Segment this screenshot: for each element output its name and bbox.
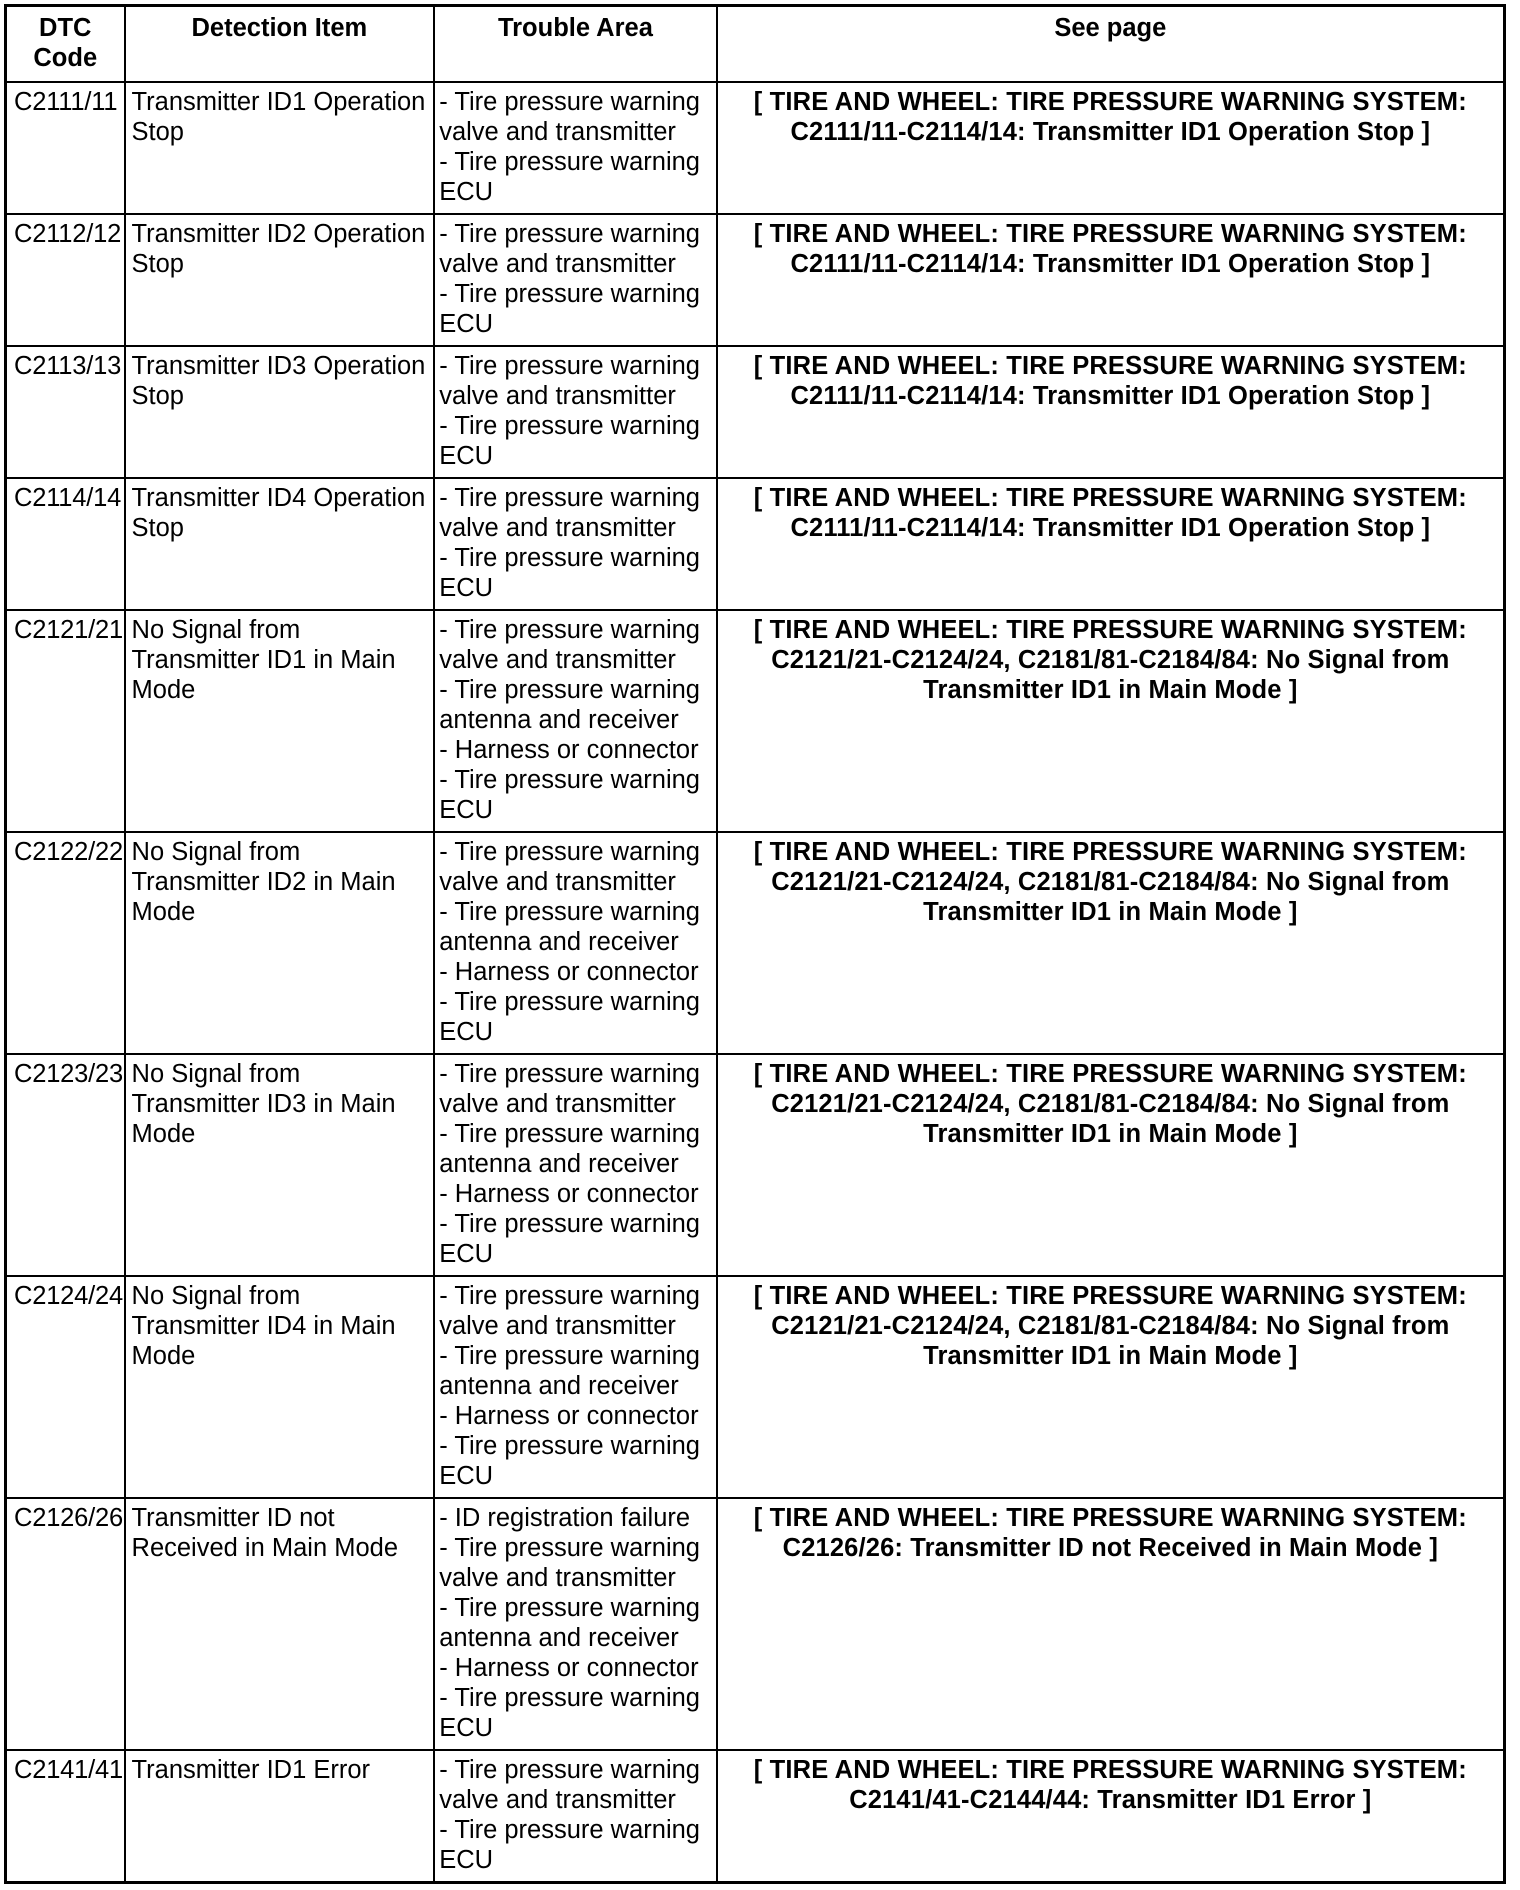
see-page-link[interactable]: [ TIRE AND WHEEL: TIRE PRESSURE WARNING SYSTEM: C2111/11-C2114/14: Transmitter ID1 Operation Stop ] <box>717 346 1505 478</box>
table-row <box>6 1054 1505 1276</box>
trouble-area-line: - Harness or connector <box>439 958 699 986</box>
dtc-code-cell: C2122/22 <box>6 832 125 1054</box>
table-row <box>6 478 1505 610</box>
trouble-area-line: - Tire pressure warning ECU <box>439 544 700 602</box>
trouble-area-line: - Tire pressure warning ECU <box>439 412 700 470</box>
trouble-area-cell <box>434 1750 716 1882</box>
trouble-area-line: - Tire pressure warning valve and transmitter <box>439 484 700 542</box>
trouble-area-line: - Tire pressure warning ECU <box>439 1684 700 1742</box>
dtc-code-cell: C2111/11 <box>6 82 125 214</box>
dtc-table <box>4 4 1506 1884</box>
trouble-area-line: - Tire pressure warning ECU <box>439 1816 700 1874</box>
header-dtc-code-line1: DTC <box>39 14 92 42</box>
trouble-area-cell <box>434 1276 716 1498</box>
dtc-code-cell: C2124/24 <box>6 1276 125 1498</box>
dtc-code-cell: C2141/41 <box>6 1750 125 1882</box>
table-row <box>6 832 1505 1054</box>
table-row <box>6 1750 1505 1882</box>
trouble-area-line: - Tire pressure warning antenna and receiver <box>439 1594 700 1652</box>
trouble-area-line: - Tire pressure warning antenna and receiver <box>439 676 700 734</box>
trouble-area-cell <box>434 832 716 1054</box>
trouble-area-cell <box>434 1498 716 1750</box>
see-page-link[interactable]: [ TIRE AND WHEEL: TIRE PRESSURE WARNING SYSTEM: C2126/26: Transmitter ID not Received in Main Mode ] <box>717 1498 1505 1750</box>
trouble-area-cell <box>434 478 716 610</box>
dtc-code-cell: C2123/23 <box>6 1054 125 1276</box>
trouble-area-line: - Tire pressure warning antenna and receiver <box>439 898 700 956</box>
detection-item-cell: No Signal from Transmitter ID3 in Main Mode <box>125 1054 435 1276</box>
trouble-area-line: - Harness or connector <box>439 736 699 764</box>
detection-item-cell: Transmitter ID1 Operation Stop <box>125 82 435 214</box>
trouble-area-cell <box>434 82 716 214</box>
dtc-code-cell: C2112/12 <box>6 214 125 346</box>
table-row <box>6 214 1505 346</box>
trouble-area-line: - Tire pressure warning antenna and receiver <box>439 1342 700 1400</box>
table-row <box>6 1276 1505 1498</box>
table-row <box>6 346 1505 478</box>
header-dtc-code <box>6 6 125 83</box>
trouble-area-cell <box>434 610 716 832</box>
trouble-area-line: - Harness or connector <box>439 1180 699 1208</box>
detection-item-cell: Transmitter ID2 Operation Stop <box>125 214 435 346</box>
table-row <box>6 610 1505 832</box>
trouble-area-line: - Tire pressure warning ECU <box>439 280 700 338</box>
trouble-area-line: - Tire pressure warning valve and transmitter <box>439 1060 700 1118</box>
detection-item-cell: Transmitter ID4 Operation Stop <box>125 478 435 610</box>
detection-item-cell: No Signal from Transmitter ID4 in Main Mode <box>125 1276 435 1498</box>
see-page-link[interactable]: [ TIRE AND WHEEL: TIRE PRESSURE WARNING SYSTEM: C2121/21-C2124/24, C2181/81-C2184/84: No Signal from Transmitter ID1 in Main Mode ] <box>717 1054 1505 1276</box>
see-page-link[interactable]: [ TIRE AND WHEEL: TIRE PRESSURE WARNING SYSTEM: C2111/11-C2114/14: Transmitter ID1 Operation Stop ] <box>717 478 1505 610</box>
detection-item-cell: No Signal from Transmitter ID2 in Main Mode <box>125 832 435 1054</box>
detection-item-cell: Transmitter ID1 Error <box>125 1750 435 1882</box>
trouble-area-cell <box>434 1054 716 1276</box>
trouble-area-cell <box>434 214 716 346</box>
header-see-page: See page <box>717 6 1505 83</box>
table-row <box>6 1498 1505 1750</box>
trouble-area-line: - Tire pressure warning ECU <box>439 988 700 1046</box>
trouble-area-line: - Tire pressure warning valve and transmitter <box>439 88 700 146</box>
see-page-link[interactable]: [ TIRE AND WHEEL: TIRE PRESSURE WARNING SYSTEM: C2111/11-C2114/14: Transmitter ID1 Operation Stop ] <box>717 214 1505 346</box>
table-row <box>6 82 1505 214</box>
trouble-area-line: - Tire pressure warning valve and transmitter <box>439 1756 700 1814</box>
trouble-area-cell <box>434 346 716 478</box>
trouble-area-line: - Tire pressure warning ECU <box>439 148 700 206</box>
detection-item-cell: Transmitter ID not Received in Main Mode <box>125 1498 435 1750</box>
trouble-area-line: - Tire pressure warning valve and transmitter <box>439 352 700 410</box>
trouble-area-line: - Tire pressure warning valve and transmitter <box>439 838 700 896</box>
table-header-row <box>6 6 1505 83</box>
trouble-area-line: - Tire pressure warning valve and transmitter <box>439 1534 700 1592</box>
dtc-code-cell: C2114/14 <box>6 478 125 610</box>
see-page-link[interactable]: [ TIRE AND WHEEL: TIRE PRESSURE WARNING SYSTEM: C2141/41-C2144/44: Transmitter ID1 Error ] <box>717 1750 1505 1882</box>
table-body <box>6 82 1505 1882</box>
see-page-link[interactable]: [ TIRE AND WHEEL: TIRE PRESSURE WARNING SYSTEM: C2121/21-C2124/24, C2181/81-C2184/84: No Signal from Transmitter ID1 in Main Mode ] <box>717 832 1505 1054</box>
header-detection-item: Detection Item <box>125 6 435 83</box>
dtc-code-cell: C2121/21 <box>6 610 125 832</box>
trouble-area-line: - Tire pressure warning valve and transmitter <box>439 220 700 278</box>
dtc-code-cell: C2113/13 <box>6 346 125 478</box>
trouble-area-line: - Tire pressure warning valve and transmitter <box>439 616 700 674</box>
trouble-area-line: - Harness or connector <box>439 1654 699 1682</box>
trouble-area-line: - Tire pressure warning ECU <box>439 1210 700 1268</box>
see-page-link[interactable]: [ TIRE AND WHEEL: TIRE PRESSURE WARNING SYSTEM: C2121/21-C2124/24, C2181/81-C2184/84: No Signal from Transmitter ID1 in Main Mode ] <box>717 610 1505 832</box>
header-dtc-code-line2: Code <box>33 44 98 72</box>
detection-item-cell: Transmitter ID3 Operation Stop <box>125 346 435 478</box>
trouble-area-line: - Tire pressure warning valve and transmitter <box>439 1282 700 1340</box>
trouble-area-line: - Tire pressure warning ECU <box>439 1432 700 1490</box>
trouble-area-line: - ID registration failure <box>439 1504 691 1532</box>
trouble-area-line: - Tire pressure warning ECU <box>439 766 700 824</box>
header-trouble-area: Trouble Area <box>434 6 716 83</box>
see-page-link[interactable]: [ TIRE AND WHEEL: TIRE PRESSURE WARNING SYSTEM: C2121/21-C2124/24, C2181/81-C2184/84: No Signal from Transmitter ID1 in Main Mode ] <box>717 1276 1505 1498</box>
detection-item-cell: No Signal from Transmitter ID1 in Main Mode <box>125 610 435 832</box>
see-page-link[interactable]: [ TIRE AND WHEEL: TIRE PRESSURE WARNING SYSTEM: C2111/11-C2114/14: Transmitter ID1 Operation Stop ] <box>717 82 1505 214</box>
trouble-area-line: - Harness or connector <box>439 1402 699 1430</box>
dtc-code-cell: C2126/26 <box>6 1498 125 1750</box>
trouble-area-line: - Tire pressure warning antenna and receiver <box>439 1120 700 1178</box>
